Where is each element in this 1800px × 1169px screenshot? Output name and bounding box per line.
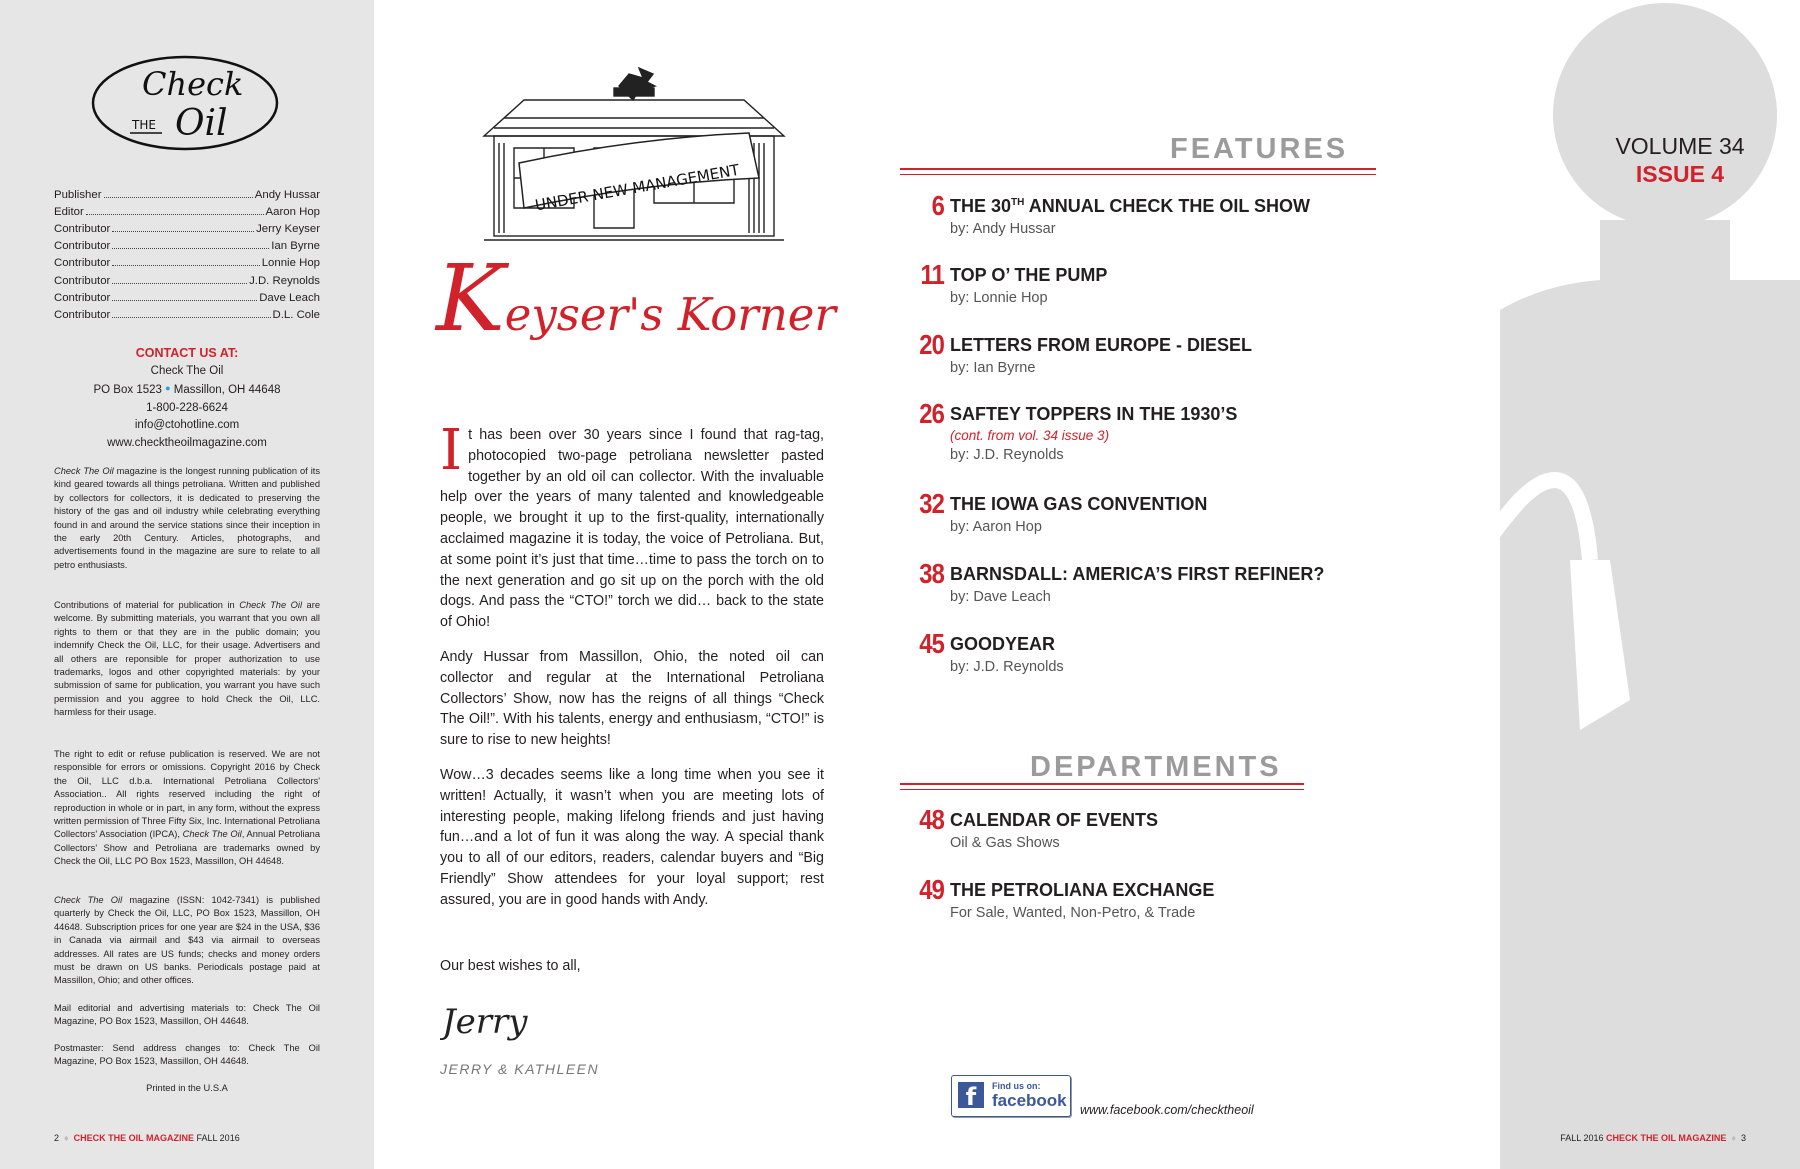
page-number: 6 xyxy=(931,190,944,221)
facebook-url[interactable]: www.facebook.com/checktheoil xyxy=(1080,1103,1254,1117)
staff-role: Publisher xyxy=(54,189,102,201)
contact-website[interactable]: www.checktheoilmagazine.com xyxy=(107,436,267,449)
title-text: ANNUAL CHECK THE OIL SHOW xyxy=(1024,196,1311,216)
staff-row xyxy=(54,257,320,274)
diamond-icon: ♦ xyxy=(1728,1133,1739,1143)
legal-em: Check The Oil xyxy=(54,895,123,905)
article-note: (cont. from vol. 34 issue 3) xyxy=(950,428,1110,443)
volume-number: VOLUME 34 xyxy=(1615,133,1745,159)
footer-magazine: CHECK THE OIL MAGAZINE xyxy=(73,1133,194,1143)
features-rule xyxy=(900,168,1376,175)
article-byline: by: Ian Byrne xyxy=(950,360,1036,376)
column-title xyxy=(436,245,836,352)
article-title: GOODYEAR xyxy=(950,634,1056,654)
facebook-badge[interactable] xyxy=(951,1075,1071,1117)
title-part: orner xyxy=(710,288,836,341)
signature xyxy=(440,985,540,1055)
volume-block xyxy=(1600,132,1760,188)
staff-name: Andy Hussar xyxy=(254,189,320,201)
signature-text: Jerry xyxy=(442,1002,528,1042)
article-byline: by: Dave Leach xyxy=(950,589,1051,605)
staff-name: Ian Byrne xyxy=(271,240,320,252)
check-the-oil-logo xyxy=(90,53,280,153)
contact-city: Massillon, OH 44648 xyxy=(173,384,281,396)
footer-right xyxy=(1560,1133,1746,1143)
article-title: SAFTEY TOPPERS IN THE 1930’S xyxy=(950,404,1238,424)
department-subtitle: For Sale, Wanted, Non-Petro, & Trade xyxy=(950,905,1196,921)
staff-name: Dave Leach xyxy=(259,292,320,304)
logo-oil-text: Oil xyxy=(175,103,228,144)
facebook-brand: facebook xyxy=(992,1091,1067,1110)
footer-magazine: CHECK THE OIL MAGAZINE xyxy=(1606,1133,1727,1143)
signed-names: JERRY & KATHLEEN xyxy=(440,1061,600,1077)
staff-role: Editor xyxy=(54,206,84,218)
toc-item[interactable] xyxy=(919,398,1430,463)
department-subtitle: Oil & Gas Shows xyxy=(950,835,1060,851)
article-title: BARNSDALL: AMERICA’S FIRST REFINER? xyxy=(950,564,1325,584)
page-number: 38 xyxy=(919,558,944,589)
contact-email[interactable]: info@ctohotline.com xyxy=(134,419,240,431)
staff-role: Contributor xyxy=(54,223,111,235)
legal-paragraph xyxy=(54,748,320,869)
department-title: CALENDAR OF EVENTS xyxy=(950,810,1159,830)
toc-item[interactable] xyxy=(919,628,1430,675)
title-text: THE 30 xyxy=(950,196,1012,216)
toc-item[interactable] xyxy=(919,488,1430,535)
staff-name: D.L. Cole xyxy=(272,309,320,321)
toc-item[interactable] xyxy=(919,804,1430,851)
features-heading: FEATURES xyxy=(1170,133,1349,165)
staff-name: Lonnie Hop xyxy=(261,257,320,269)
footer-left xyxy=(54,1133,240,1143)
contact-name: Check The Oil xyxy=(150,364,224,377)
logo-check-text: Check xyxy=(142,65,244,103)
staff-role: Contributor xyxy=(54,292,111,304)
staff-row xyxy=(54,292,320,309)
printed-in: Printed in the U.S.A xyxy=(146,1083,228,1093)
article-title: LETTERS FROM EUROPE - DIESEL xyxy=(950,335,1253,355)
departments-rule xyxy=(900,783,1304,790)
staff-role: Contributor xyxy=(54,240,111,252)
staff-row xyxy=(54,309,320,326)
title-cap: K xyxy=(436,245,505,352)
masthead-sidebar xyxy=(0,0,374,1169)
gas-station-illustration xyxy=(464,58,794,250)
staff-row xyxy=(54,189,320,206)
legal-text: Contributions of material for publication in xyxy=(54,600,240,610)
contact-pobox: PO Box 1523 xyxy=(93,384,162,396)
page-number: 49 xyxy=(919,874,944,905)
paragraph: Wow…3 decades seems like a long time when you see it written! Actually, it wasn’t when you are meeting lots of interesting people, making lifelong friends and just having fun…and a lot of fun it was along the way. A special thank you to all of our editors, readers, calendar buyers and “Big Friendly” Show attendees for your loyal support; rest assured, you are in good hands with Andy. xyxy=(440,766,824,908)
toc-item[interactable] xyxy=(931,190,1430,237)
toc-item[interactable] xyxy=(920,259,1430,306)
facebook-icon: f xyxy=(958,1082,984,1108)
staff-row xyxy=(54,206,320,223)
legal-paragraph xyxy=(54,894,320,988)
toc-item[interactable] xyxy=(919,874,1430,921)
article-title xyxy=(950,196,1430,217)
logo-the-text: THE xyxy=(132,118,156,132)
contact-block xyxy=(54,345,320,452)
legal-paragraph xyxy=(54,599,320,720)
title-cap: K xyxy=(677,288,711,341)
legal-em: Check The Oil xyxy=(239,600,303,610)
staff-role: Contributor xyxy=(54,309,111,321)
page-number: 20 xyxy=(919,329,944,360)
staff-name: Aaron Hop xyxy=(265,206,320,218)
page-number: 11 xyxy=(920,259,944,290)
closing-line: Our best wishes to all, xyxy=(440,958,581,974)
staff-name: Jerry Keyser xyxy=(256,223,320,235)
contact-address xyxy=(54,380,320,400)
drop-cap: I xyxy=(440,418,463,483)
article-title: THE IOWA GAS CONVENTION xyxy=(950,494,1208,514)
departments-heading: DEPARTMENTS xyxy=(1030,751,1282,783)
legal-text: The right to edit or refuse publication is reserved. We are not responsible for errors or omissions. Copyright 2016 by Check the Oil, LLC d.b.a. International Petroliana Collectors' Association.. All rights reserved including the right of reproduction in whole or in part, in any form, without the express written permission of Three Fifty Six, Inc. International Petroliana Collectors' Association (IPCA), xyxy=(54,749,320,840)
staff-row xyxy=(54,223,320,240)
issue-number: ISSUE 4 xyxy=(1635,161,1725,187)
staff-role: Contributor xyxy=(54,257,111,269)
contact-heading: CONTACT US AT: xyxy=(135,346,239,360)
footer-issue: FALL 2016 xyxy=(1560,1133,1604,1143)
footer-issue: FALL 2016 xyxy=(196,1133,240,1143)
toc-item[interactable] xyxy=(919,558,1430,605)
page-number: 45 xyxy=(919,628,944,659)
legal-text: magazine (ISSN: 1042-7341) is published quarterly by Check the Oil, LLC, PO Box 1523, Massillon, OH 44648. Subscription prices for one year are $24 in the USA, $36 in Canada via airmail and $43 via airmail to overseas addresses. All rates are US funds; checks and money orders must be drawn on US banks. Periodicals postage paid at Massillon, Ohio; and other offices. xyxy=(54,895,320,986)
article-byline: by: J.D. Reynolds xyxy=(950,659,1064,675)
article-byline: by: J.D. Reynolds xyxy=(950,447,1064,463)
page-number: 26 xyxy=(919,398,944,429)
legal-paragraph xyxy=(54,465,320,572)
diamond-icon: ♦ xyxy=(61,1133,72,1143)
title-sup: TH xyxy=(1011,197,1025,208)
legal-em: Check The Oil xyxy=(182,829,242,840)
page-number: 3 xyxy=(1740,1133,1746,1143)
banner-text: UNDER NEW MANAGEMENT xyxy=(533,160,741,215)
legal-text: , Annual Petroliana Collectors' Show and Petroliana are trademarks owned by Check the Oil, LLC PO Box 1523, Massillon, OH 44648. xyxy=(54,829,320,867)
title-part: eyser's xyxy=(504,288,678,341)
staff-name: J.D. Reynolds xyxy=(249,275,320,287)
legal-paragraph: Postmaster: Send address changes to: Check The Oil Magazine, PO Box 1523, Massillon, OH 44648. xyxy=(54,1043,320,1067)
page-number: 32 xyxy=(919,488,944,519)
staff-row xyxy=(54,240,320,257)
paragraph-text: t has been over 30 years since I found that rag-tag, photocopied two-page petroliana newsletter pasted together by an old oil can collector. With the invaluable help over the years of many talented and knowledgeable people, we brought it up to the first-quality, internationally acclaimed magazine it is today, the voice of Petroliana. But, at some point it’s just that time…time to pass the torch on to the next generation and go sit up on the porch with the old dogs. And pass the “CTO!” torch we did… back to the state of Ohio! xyxy=(440,427,824,631)
page-number: 48 xyxy=(919,804,944,835)
article-byline: by: Lonnie Hop xyxy=(950,290,1048,306)
bullet-icon: ● xyxy=(165,383,171,393)
contact-phone[interactable]: 1-800-228-6624 xyxy=(146,401,228,414)
legal-text: magazine is the longest running publication of its kind geared towards all things petroliana. Written and published by collectors for collectors, it is dedicated to preserving the history of the gas and oil industry while celebrating everything found in and around the service stations since their inception in the early 20th Century. Articles, photographs, and advertisements found in the magazine are sure to relate to all petro enthusiasts. xyxy=(54,466,320,570)
staff-role: Contributor xyxy=(54,275,111,287)
legal-paragraph: Mail editorial and advertising materials to: Check The Oil Magazine, PO Box 1523, Massillon, OH 44648. xyxy=(54,1003,320,1027)
page-number: 2 xyxy=(54,1133,60,1143)
department-title: THE PETROLIANA EXCHANGE xyxy=(950,880,1215,900)
legal-em: Check The Oil xyxy=(54,466,114,476)
column-body xyxy=(440,418,824,925)
facebook-find: Find us on: xyxy=(992,1081,1041,1091)
toc-item[interactable] xyxy=(919,329,1430,376)
staff-row xyxy=(54,275,320,292)
paragraph xyxy=(440,418,824,633)
article-byline: by: Andy Hussar xyxy=(950,221,1056,237)
article-byline: by: Aaron Hop xyxy=(950,519,1042,535)
legal-text: are welcome. By submitting materials, you warrant that you own all rights to them or that they are in the public domain; you indemnify Check the Oil, LLC, for their usage. Advertisers and all others are reponsible for proper authorization to use trademarks, logos and other copyrighted materials: by your submission of same for publication, you warrant you have such permission and you aggree to hold Check the Oil, LLC. harmless for their usage. xyxy=(54,600,320,718)
paragraph: Andy Hussar from Massillon, Ohio, the noted oil can collector and regular at the International Petroliana Collectors’ Show, now has the reigns of all things “Check The Oil!”. With his talents, energy and enthusiasm, “CTO!” is sure to rise to new heights! xyxy=(440,648,824,749)
article-title: TOP O’ THE PUMP xyxy=(950,265,1108,285)
